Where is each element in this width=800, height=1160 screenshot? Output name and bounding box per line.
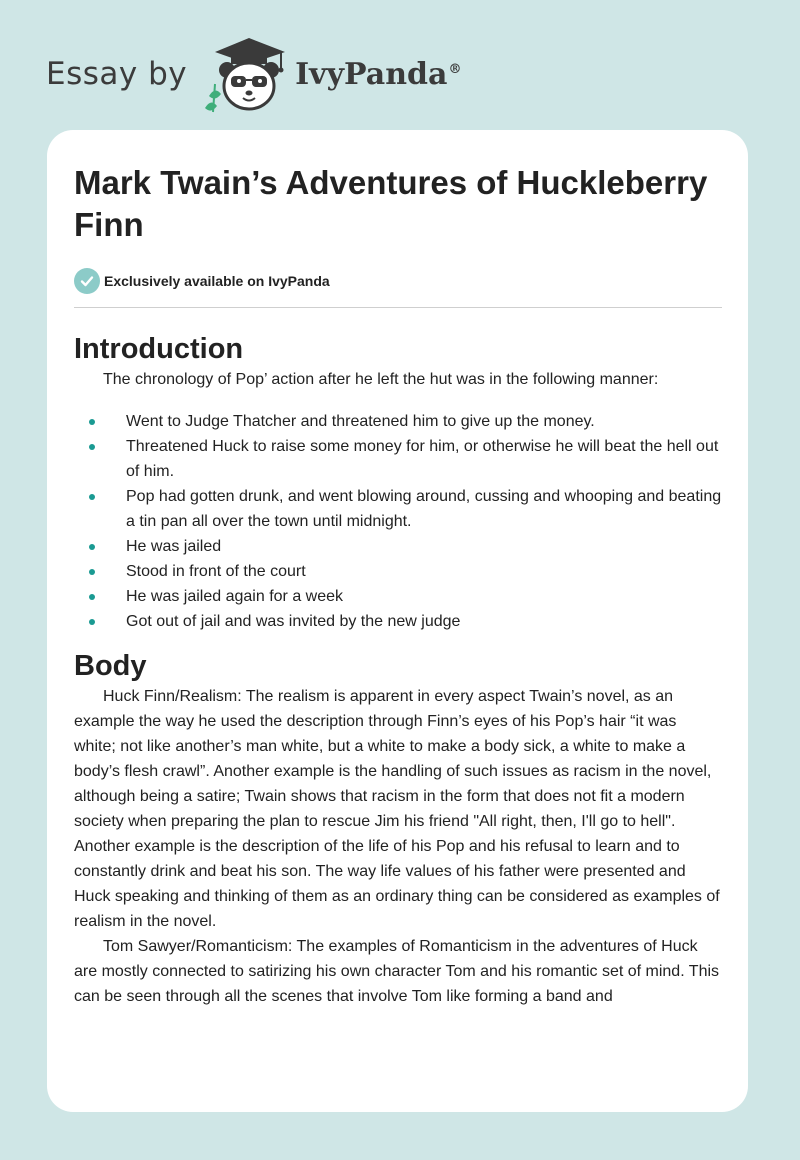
introduction-heading: Introduction [74,333,244,365]
list-item: Got out of jail and was invited by the new judge [74,609,722,634]
brand-prefix: Essay by [46,56,188,92]
check-circle-icon [74,268,100,294]
introduction-paragraph: The chronology of Pop’ action after he left the hut was in the following manner: [103,371,659,388]
list-item: Pop had gotten drunk, and went blowing around, cussing and whooping and beating a tin pan all over the town until midnight. [74,484,722,534]
essay-title: Mark Twain’s Adventures of Huckleberry Finn [74,164,708,243]
exclusive-badge-text: Exclusively available on IvyPanda [104,273,330,289]
chronology-list [74,409,722,634]
exclusive-badge [74,268,722,294]
list-item: Stood in front of the court [74,559,722,584]
body-heading: Body [74,650,147,682]
list-item: He was jailed again for a week [74,584,722,609]
brand-name-text: IvyPanda [295,56,448,92]
list-item: He was jailed [74,534,722,559]
list-item: Threatened Huck to raise some money for him, or otherwise he will beat the hell out of him. [74,434,722,484]
panda-logo-icon [201,34,289,114]
body-paragraph-romanticism: Tom Sawyer/Romanticism: The examples of Romanticism in the adventures of Huck are mostly connected to satirizing his own character Tom and his romantic set of mind. This can be seen through all the scenes that involve Tom like forming a band and [74,938,720,1005]
essay-card [47,130,748,1112]
list-item: Went to Judge Thatcher and threatened him to give up the money. [74,409,722,434]
title-divider [74,307,722,308]
brand-header [46,34,461,114]
body-paragraph-realism: Huck Finn/Realism: The realism is apparent in every aspect Twain’s novel, as an example the way he used the description through Finn’s eyes of his Pop’s hair “it was white; not like another’s man white, but a white to make a body sick, a white to make a body’s flesh crawl”. Another example is the handling of such issues as racism in the novel, although being a satire; Twain shows that racism in the form that does not fit a modern society when preparing the plan to rescue Jim his friend "All right, then, I'll go to hell". Another example is the description of the life of his Pop and his refusal to learn and to constantly drink and beat his son. The way life values of his father were presented and Huck speaking and thinking of them as an ordinary thing can be considered as examples of realism in the novel. [74,688,720,930]
registered-mark: ® [448,61,462,77]
introduction-section [74,331,722,634]
brand-name [295,57,461,92]
body-section [74,648,722,1009]
